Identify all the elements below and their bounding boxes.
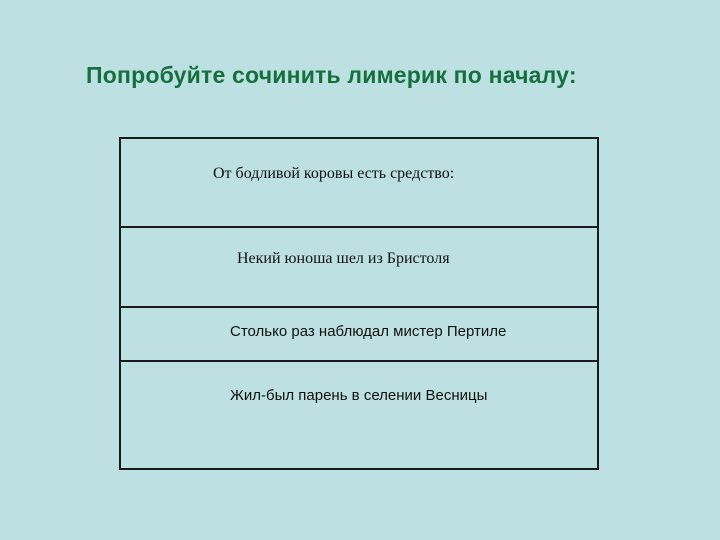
- slide-title: Попробуйте сочинить лимерик по началу:: [86, 62, 577, 88]
- limerick-start-text: Жил-был парень в селении Весницы: [230, 387, 488, 404]
- limerick-start-text: От бодливой коровы есть средство:: [213, 165, 455, 182]
- limerick-start-text: Некий юноша шел из Бристоля: [237, 250, 450, 267]
- limerick-starts-table: [119, 137, 599, 470]
- table-row: [121, 362, 597, 470]
- table-row: [121, 228, 597, 308]
- table-row: [121, 308, 597, 362]
- limerick-start-text: Столько раз наблюдал мистер Пертиле: [230, 323, 507, 340]
- table-row: [121, 139, 597, 228]
